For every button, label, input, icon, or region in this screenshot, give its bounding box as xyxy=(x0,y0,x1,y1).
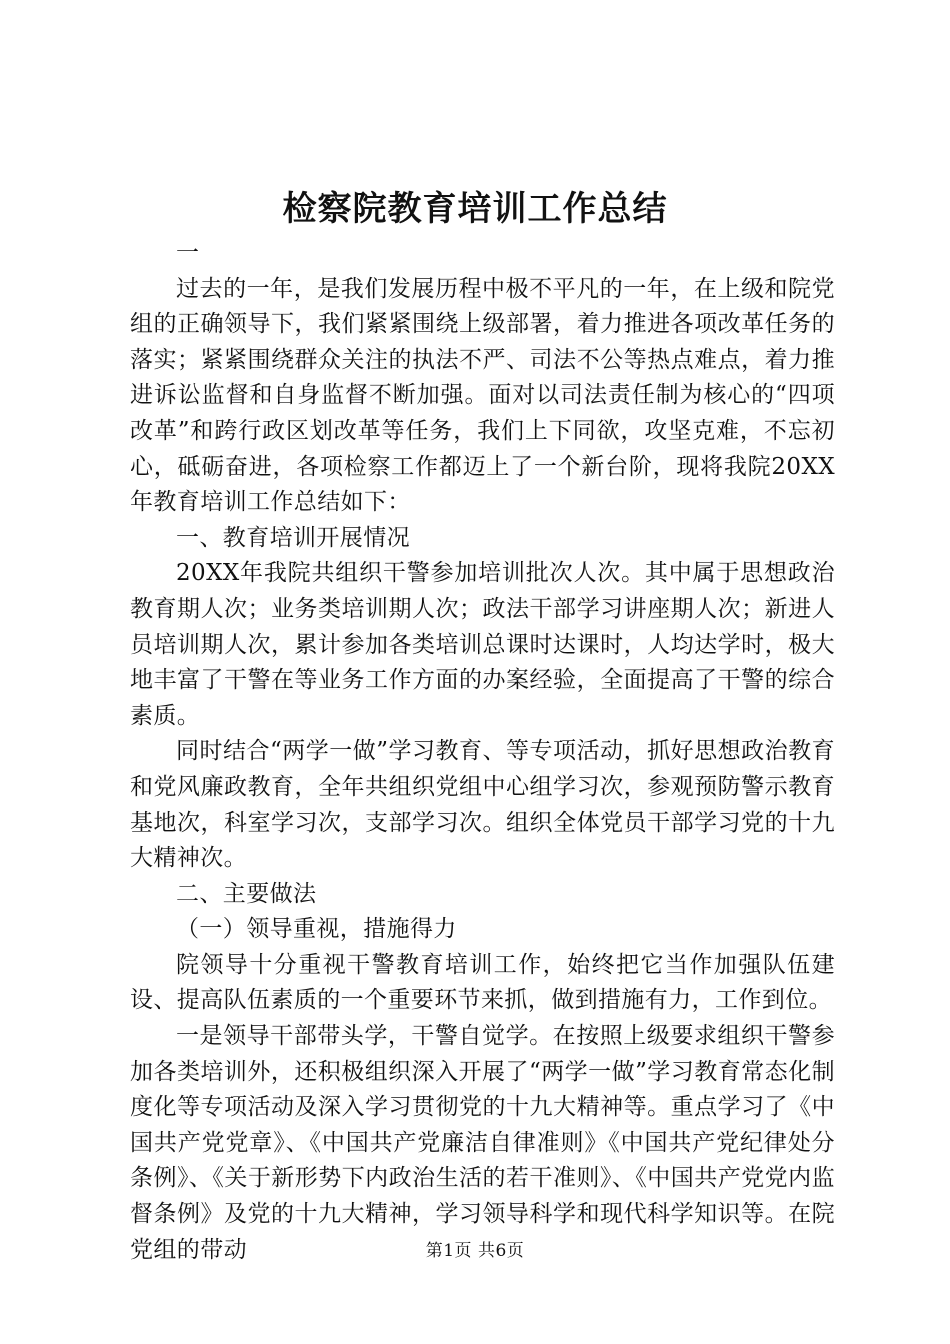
body-paragraph: 一是领导干部带头学，干警自觉学。在按照上级要求组织干警参加各类培训外，还积极组织深入开展了“两学一做”学习教育常态化制度化等专项活动及深入学习贯彻党的十九大精神等。重点学习了《中国共产党党章》、《中国共产党廉洁自律准则》《中国共产党纪律处分条例》、《关于新形势下内政治生活的若干准则》、《中国共产党党内监督条例》及党的十九大精神，学习领导科学和现代科学知识等。在院党组的带动 xyxy=(130,1023,835,1263)
section-marker: 一 xyxy=(176,240,200,266)
body-paragraph: 院领导十分重视干警教育培训工作，始终把它当作加强队伍建设、提高队伍素质的一个重要环节来抓，做到措施有力，工作到位。 xyxy=(130,951,835,1014)
intro-paragraph: 过去的一年，是我们发展历程中极不平凡的一年，在上级和院党组的正确领导下，我们紧紧围绕上级部署，着力推进各项改革任务的落实；紧紧围绕群众关注的执法不严、司法不公等热点难点，着力推进诉讼监督和自身监督不断加强。面对以司法责任制为核心的“四项改革”和跨行政区划改革等任务，我们上下同欲，攻坚克难，不忘初心，砥砺奋进，各项检察工作都迈上了一个新台阶，现将我院20XX年教育培训工作总结如下： xyxy=(130,275,835,516)
document-title: 检察院教育培训工作总结 xyxy=(282,189,668,229)
section-heading: 一、教育培训开展情况 xyxy=(176,524,410,551)
document-body xyxy=(130,236,835,1268)
section-heading: 二、主要做法 xyxy=(176,880,317,907)
page-number-footer: 第1页 共6页 xyxy=(425,1241,525,1261)
subsection-heading: （一）领导重视，措施得力 xyxy=(176,916,457,943)
body-paragraph: 20XX年我院共组织干警参加培训批次人次。其中属于思想政治教育期人次；业务类培训期人次；政法干部学习讲座期人次；新进人员培训期人次，累计参加各类培训总课时达课时，人均达学时，极大地丰富了干警在等业务工作方面的办案经验，全面提高了干警的综合素质。 xyxy=(130,560,835,729)
body-paragraph: 同时结合“两学一做”学习教育、等专项活动，抓好思想政治教育和党风廉政教育，全年共组织党组中心组学习次，参观预防警示教育基地次，科室学习次，支部学习次。组织全体党员干部学习党的十九大精神次。 xyxy=(130,738,835,872)
